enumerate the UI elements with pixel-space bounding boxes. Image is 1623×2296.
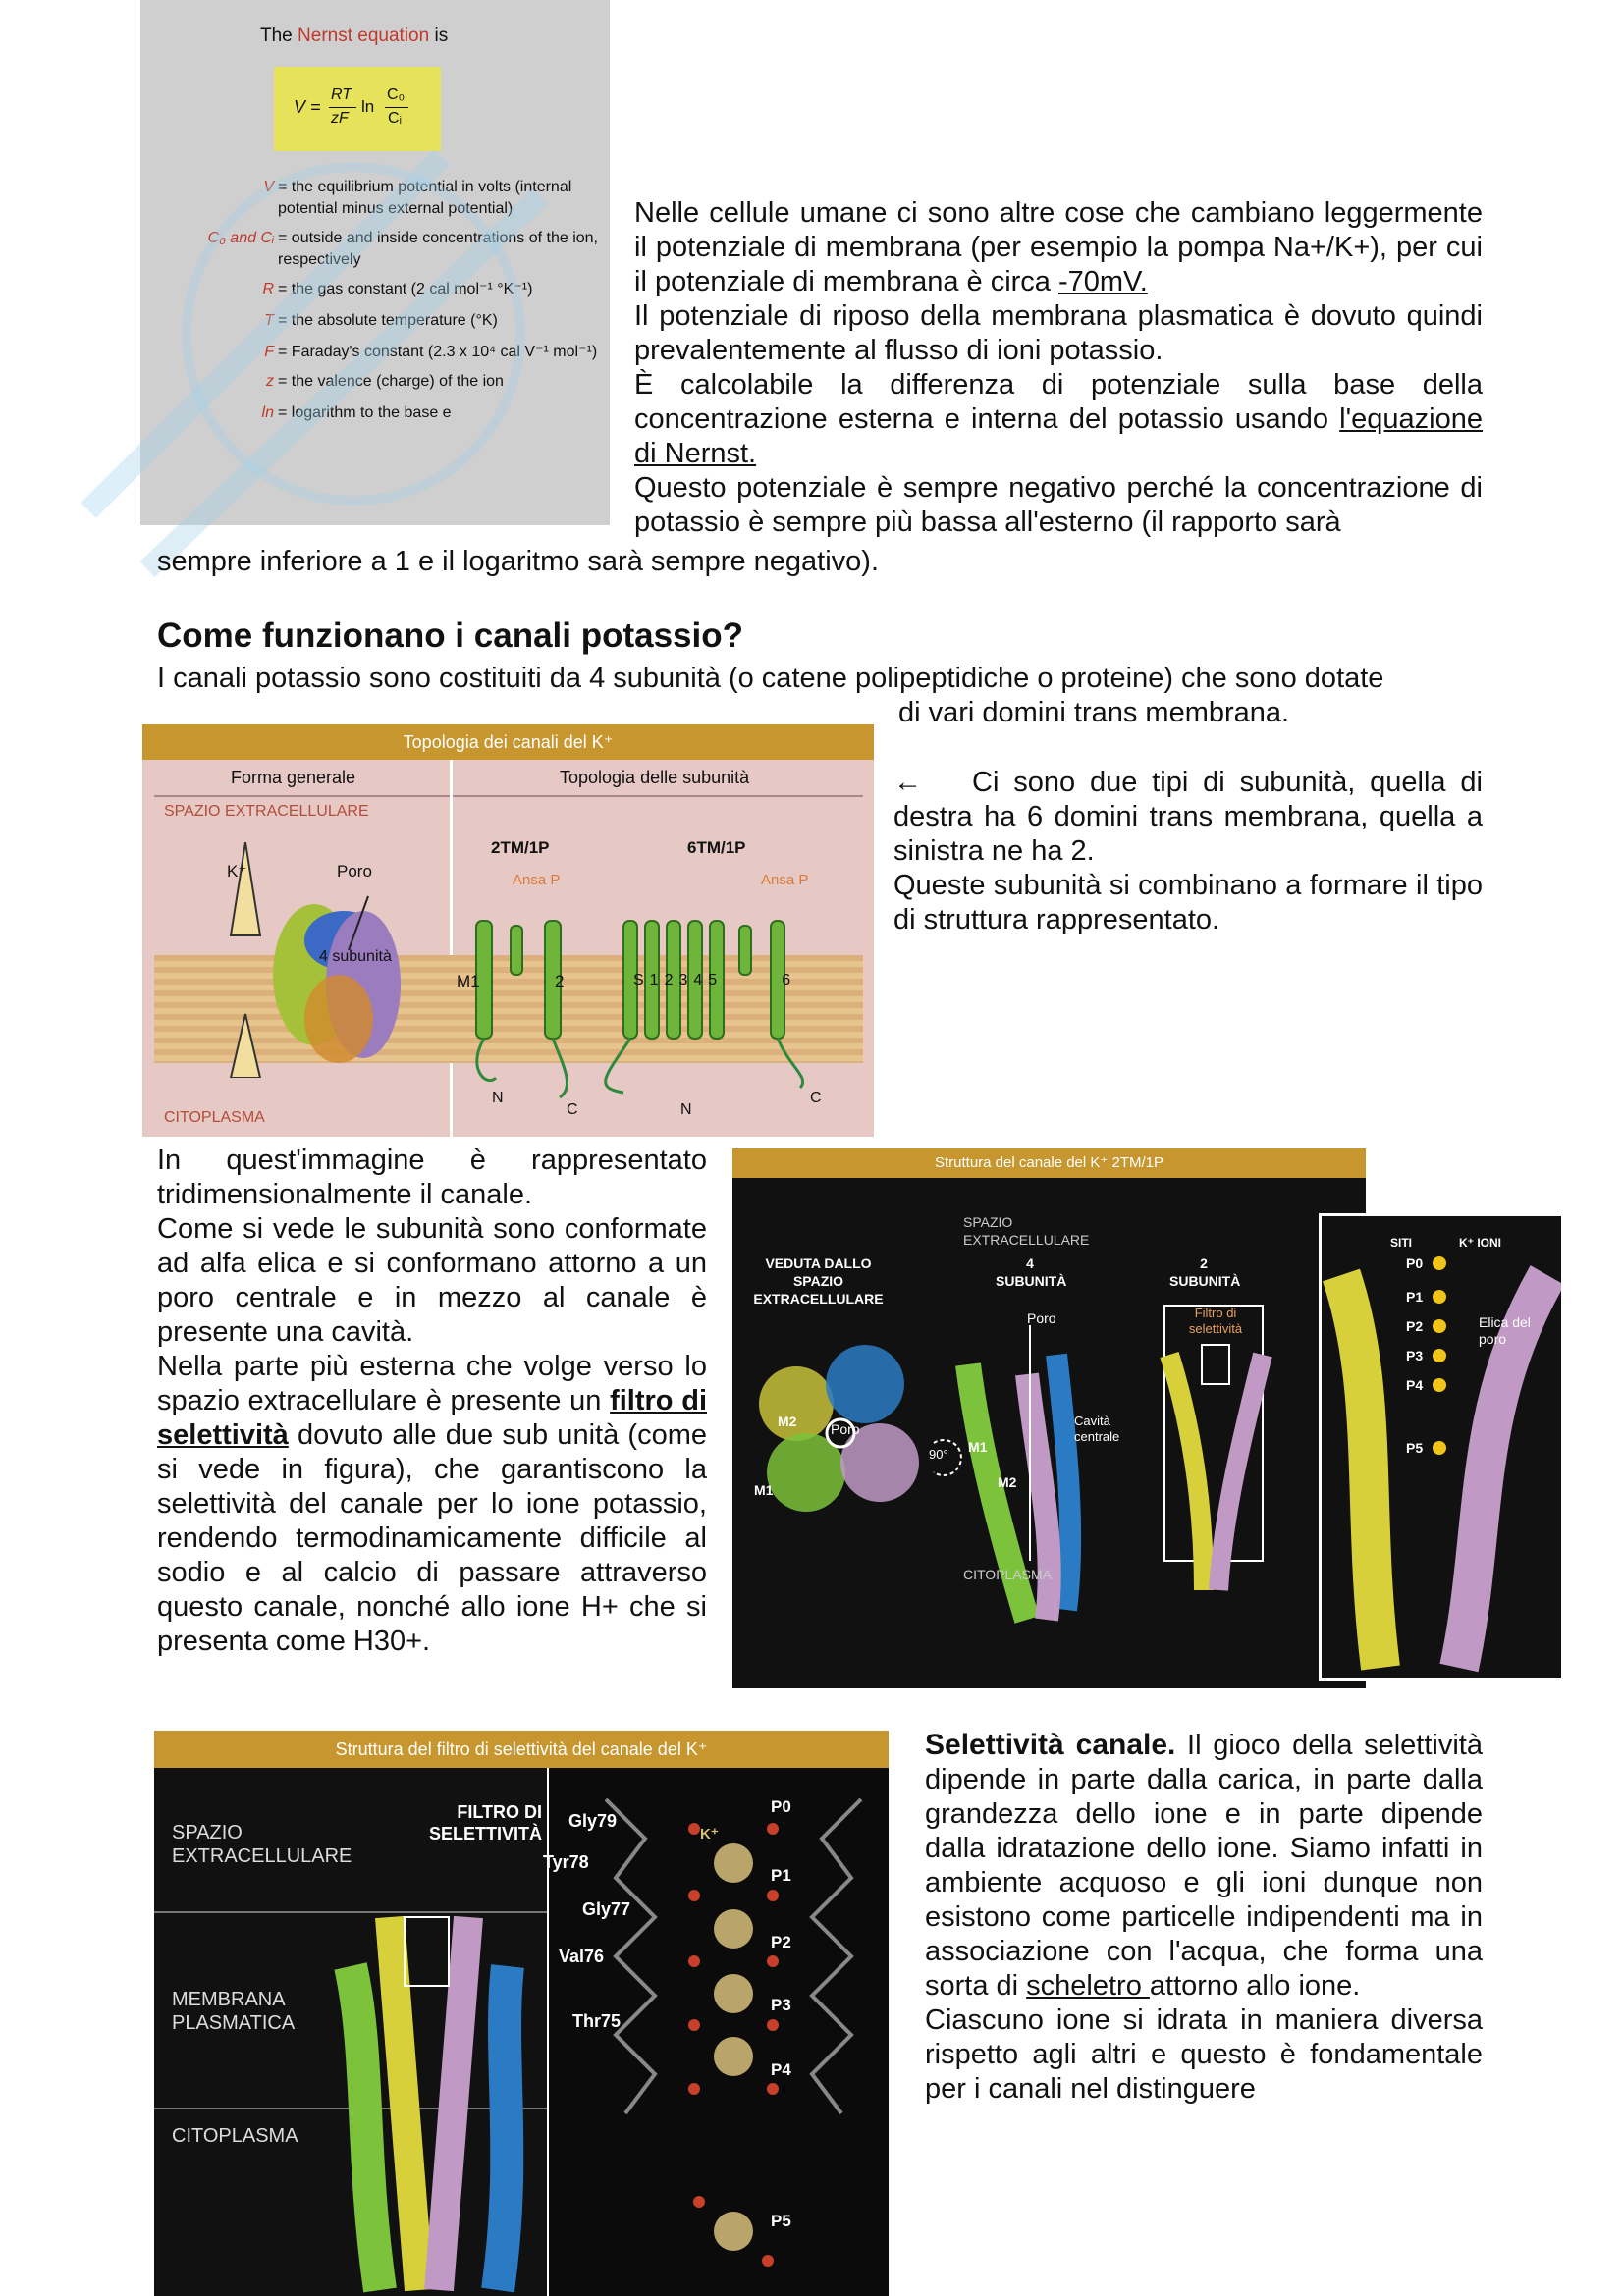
- residue-tyr78: Tyr78: [543, 1852, 589, 1872]
- oxygen-atom: [688, 1890, 700, 1901]
- backbone-right: [812, 1799, 861, 2113]
- backbone-left: [606, 1799, 655, 2113]
- topology-title: Topologia dei canali del K⁺: [403, 732, 614, 752]
- filter-p-label-0: P0: [771, 1797, 791, 1816]
- four-subunits-label: 4 SUBUNITÀ: [996, 1255, 1067, 1289]
- loop-b: [553, 1039, 568, 1097]
- p-label-2: P2: [1406, 1318, 1424, 1334]
- link-nernst-equation: l'equazione di Nernst.: [634, 403, 1483, 469]
- equation-ratio-line: [385, 107, 408, 108]
- equation-ratio-num: C₀: [387, 86, 406, 103]
- oxygen-atom: [767, 1890, 779, 1901]
- filter-p-label-5: P5: [771, 2212, 791, 2230]
- pore-helix-label: Elica del poro: [1479, 1314, 1531, 1347]
- type-6tm-label: 6TM/1P: [687, 838, 746, 857]
- p-label-5: P5: [1406, 1440, 1424, 1456]
- filter-p-label-2: P2: [771, 1933, 791, 1951]
- nernst-equation-box: [274, 67, 441, 151]
- paragraph-subunit-types: ← Ci sono due tipi di subunità, quella di destra ha 6 domini trans membrana, quella a sinistra ne ha 2. Queste subunità si combinano a formare il tipo di struttura rappresentato.: [893, 767, 1483, 935]
- definition-row: [166, 371, 603, 393]
- subunit-orange: [304, 975, 373, 1063]
- residue-val76: Val76: [559, 1947, 605, 1966]
- residue-gly77: Gly77: [582, 1899, 631, 1919]
- definition-text: = logarithm to the base e: [278, 404, 452, 421]
- k-ion-cone: [231, 842, 260, 935]
- helix-p-b: [739, 926, 751, 975]
- oxygen-atom: [688, 2019, 700, 2031]
- definition-symbol: R: [262, 281, 274, 297]
- paragraph-resting-potential: Nelle cellule umane ci sono altre cose che cambiano leggermente il potenziale di membrana (per esempio la pompa Na+/K+), per cui il potenziale di membrana è circa -70mV. Il potenziale di riposo della membrana plasmatica è dovuto quindi prevalentemente al flusso di ioni potassio. È calcolabile la differenza di potenziale sulla base della concentrazione esterna e interna del potassio usando l'equazione di Nernst. Questo potenziale è sempre negativo perché la concentrazione di potassio è sempre più bassa all'esterno (il rapporto sarà: [634, 197, 1483, 538]
- residue-thr75: Thr75: [572, 2011, 622, 2031]
- p-label-4: P4: [1406, 1377, 1424, 1393]
- pore-label-2: Poro: [1027, 1310, 1056, 1326]
- angle-label: 90°: [929, 1447, 948, 1462]
- oxygen-atom: [688, 1823, 700, 1835]
- two-helix-pink: [1218, 1355, 1263, 1590]
- k-ion-3: [714, 1974, 753, 2013]
- subunits-label: 4 subunità: [319, 948, 392, 965]
- oxygen-atom: [688, 1955, 700, 1967]
- paragraph-channels-line2: di vari domini trans membrana.: [898, 697, 1290, 728]
- extracellular-label-2: SPAZIO EXTRACELLULARE: [963, 1214, 1090, 1248]
- definition-text: = Faraday's constant (2.3 x 10⁴ cal V⁻¹ mol⁻¹): [278, 344, 598, 360]
- ions-label: K⁺ IONI: [1459, 1236, 1502, 1250]
- ion-site-p0: [1433, 1256, 1446, 1270]
- selectivity-title: Selettività canale.: [925, 1729, 1176, 1761]
- k-ion-4: [714, 2037, 753, 2076]
- oxygen-atom: [767, 2019, 779, 2031]
- two-subunits-label: 2 SUBUNITÀ: [1169, 1255, 1241, 1289]
- filter-p-label-3: P3: [771, 1996, 791, 2014]
- filter-helix-green: [351, 1966, 380, 2290]
- n-terminal-a: N: [492, 1090, 504, 1106]
- definition-symbol: C₀ and Cᵢ: [207, 230, 274, 246]
- ion-site-p5: [1433, 1441, 1446, 1455]
- view-label: VEDUTA DALLO SPAZIO EXTRACELLULARE: [753, 1255, 884, 1307]
- definition-text: = outside and inside concentrations of the ion, respectively: [278, 230, 598, 268]
- definition-text: = the valence (charge) of the ion: [278, 373, 504, 390]
- oxygen-atom: [688, 2083, 700, 2095]
- k-ion-5: [714, 2212, 753, 2251]
- definition-symbol: F: [264, 344, 274, 360]
- equation-frac-num: RT: [331, 86, 352, 103]
- filter-p-label-1: P1: [771, 1866, 791, 1885]
- definition-text: = the gas constant (2 cal mol⁻¹ °K⁻¹): [278, 281, 533, 297]
- definition-row: [166, 228, 603, 271]
- top-view-yellow: [759, 1366, 834, 1441]
- loop-a: [477, 1039, 496, 1081]
- p-label-3: P3: [1406, 1348, 1424, 1363]
- filter-helix-blue: [498, 1966, 508, 2290]
- structure-title: Struttura del canale del K⁺ 2TM/1P: [934, 1154, 1164, 1171]
- filter-helix-pink: [439, 1917, 468, 2290]
- oxygen-atom: [767, 1955, 779, 1967]
- loop-d: [778, 1039, 803, 1088]
- filter-highlight-box: [405, 1917, 449, 1986]
- filter-inner-box: [1202, 1345, 1229, 1384]
- definition-text: = the absolute temperature (°K): [278, 312, 498, 329]
- filter-label: Filtro di selettività: [1188, 1306, 1243, 1336]
- link-70mv: -70mV.: [1057, 266, 1148, 297]
- selectivity-filter-term: filtro di selettività: [157, 1385, 708, 1451]
- m1-label: M1: [457, 972, 480, 990]
- definition-row: [166, 177, 603, 220]
- structure-drawing: [732, 1296, 1366, 1688]
- filter-p-label-4: P4: [771, 2060, 791, 2079]
- skeleton-term: scheletro: [1026, 1970, 1150, 2002]
- p-label-1: P1: [1406, 1289, 1424, 1305]
- topology-col-left: Forma generale: [231, 768, 356, 787]
- topology-col-right: Topologia delle subunità: [560, 768, 750, 787]
- equation-ln: ln: [361, 97, 375, 116]
- paragraph-channel-selectivity: Selettività canale. Il gioco della selettività dipende in parte dalla carica, in parte dalla grandezza dello ione e in parte dipende dalla idratazione dello ione. Siamo infatti in ambiente acquoso e gli ioni dunque non esistono come particelle indipendenti ma in associazione con l'acqua, che forma una sorta di scheletro attorno allo ione. Ciascuno ione si idrata in maniera diversa rispetto agli altri e questo è fondamentale per i canali nel distinguere: [925, 1729, 1483, 2105]
- pore-label: Poro: [337, 862, 372, 881]
- section-title: Come funzionano i canali potassio?: [157, 616, 743, 655]
- extracellular-label: SPAZIO EXTRACELLULARE: [164, 803, 369, 820]
- selectivity-filter-figure: [154, 1731, 889, 2296]
- m1-label-a: M1: [754, 1482, 774, 1498]
- extracellular-label-3: SPAZIO EXTRACELLULARE: [172, 1822, 352, 1867]
- two-subunit-protein: [1164, 1306, 1263, 1590]
- definition-symbol: z: [266, 373, 274, 390]
- definition-row: [166, 310, 603, 332]
- sites-label: SITI: [1390, 1236, 1413, 1250]
- k-ion-label: K⁺: [227, 862, 247, 881]
- filter-figure-title: Struttura del filtro di selettività del canale del K⁺: [335, 1739, 708, 1759]
- m2-label-a: M2: [778, 1414, 797, 1429]
- p-label-0: P0: [1406, 1255, 1424, 1271]
- m2-label-b: M2: [998, 1474, 1017, 1490]
- helix-p-a: [511, 926, 522, 975]
- residue-gly79: Gly79: [568, 1811, 618, 1831]
- subunit-topology-drawing: [457, 891, 869, 1107]
- definition-symbol: V: [263, 179, 274, 195]
- cytoplasm-label: CITOPLASMA: [164, 1109, 265, 1126]
- c-terminal-b: C: [810, 1090, 822, 1106]
- n-terminal-b: N: [680, 1101, 692, 1118]
- filter-helix-drawing: [292, 1858, 547, 2296]
- equation-ratio-den: Cᵢ: [388, 110, 403, 127]
- oxygen-atom: [767, 1823, 779, 1835]
- cytoplasm-label-3: CITOPLASMA: [172, 2125, 298, 2147]
- paragraph-3d-structure: In quest'immagine è rappresentato tridimensionalmente il canale. Come si vede le subunità sono conformate ad alfa elica e si conformano attorno a un poro centrale e in mezzo al canale è presente una cavità. Nella parte più esterna che volge verso lo spazio extracellulare è presente un filtro di selettività dovuto alle due sub unità (come si vede in figura), che garantiscono la selettività del canale per lo ione potassio, rendendo termodinamicamente difficile al sodio e al calcio di passare attraverso questo canale, nonché allo ione H+ che si presenta come H30+.: [157, 1145, 708, 1657]
- definition-row: [166, 402, 603, 424]
- filter-atoms-drawing: [547, 1770, 889, 2296]
- k-ion-cone-bottom: [231, 1014, 260, 1078]
- definition-row: [166, 279, 603, 300]
- nernst-intro: The Nernst equation is: [260, 26, 449, 46]
- membrane-label: MEMBRANA PLASMATICA: [172, 1989, 296, 2034]
- definition-symbol: ln: [261, 404, 274, 421]
- nernst-equation-figure: [140, 0, 610, 525]
- k-ion-label-2: K⁺: [700, 1826, 719, 1842]
- oxygen-atom: [762, 2255, 774, 2267]
- definition-symbol: T: [264, 312, 274, 329]
- cavity-label: Cavità centrale: [1074, 1414, 1120, 1444]
- structure-title-bar: [732, 1148, 1366, 1178]
- k-ion-2: [714, 1909, 753, 1949]
- equation-frac-den: zF: [331, 110, 349, 127]
- oxygen-atom: [767, 2083, 779, 2095]
- m2-label: 2: [555, 972, 565, 990]
- pore-label-1: Poro: [831, 1421, 860, 1437]
- ion-sites-inset: [1319, 1213, 1564, 1681]
- paragraph-resting-potential-end: sempre inferiore a 1 e il logaritmo sarà sempre negativo).: [157, 546, 879, 577]
- oxygen-atom: [693, 2196, 705, 2208]
- structure-figure: [732, 1148, 1366, 1688]
- top-view-blue: [826, 1345, 904, 1423]
- arrow-left-icon: ←: [893, 767, 922, 798]
- paragraph-channels-line1: I canali potassio sono costituiti da 4 subunità (o catene polipeptidiche o proteine) che sono dotate: [157, 663, 1384, 694]
- c-terminal-a: C: [567, 1101, 578, 1118]
- equation-lhs: V =: [294, 97, 321, 117]
- inset-helix-yellow: [1341, 1275, 1380, 1668]
- ion-site-p2: [1433, 1319, 1446, 1333]
- two-helix-yellow: [1169, 1355, 1204, 1590]
- definition-text: = the equilibrium potential in volts (internal potential minus external potential): [278, 179, 572, 217]
- filter-title-bar: [154, 1731, 889, 1768]
- ion-site-p3: [1433, 1349, 1446, 1362]
- helix-numbers: S 1 2 3 4 5 6: [633, 972, 791, 988]
- nernst-definitions: [166, 177, 603, 424]
- loop-p-label-b: Ansa P: [761, 872, 809, 888]
- inset-helices: [1322, 1216, 1561, 1678]
- equation-frac-line: [329, 107, 356, 108]
- ion-site-p1: [1433, 1290, 1446, 1304]
- loop-p-label-a: Ansa P: [513, 872, 561, 888]
- nernst-intro-highlight: Nernst equation: [298, 26, 430, 46]
- filter-label-2: FILTRO DI SELETTIVITÀ: [428, 1802, 542, 1843]
- topology-divider: [450, 760, 453, 1137]
- m1-label-b: M1: [968, 1439, 988, 1455]
- topology-header-line: [154, 795, 863, 797]
- definition-row: [166, 342, 603, 363]
- k-ion-1: [714, 1843, 753, 1883]
- type-2tm-label: 2TM/1P: [491, 838, 550, 857]
- ion-site-p4: [1433, 1378, 1446, 1392]
- cytoplasm-label-2: CITOPLASMA: [963, 1567, 1052, 1582]
- topology-figure: [142, 724, 874, 1137]
- loop-c: [606, 1039, 630, 1093]
- topology-title-bar: [142, 724, 874, 760]
